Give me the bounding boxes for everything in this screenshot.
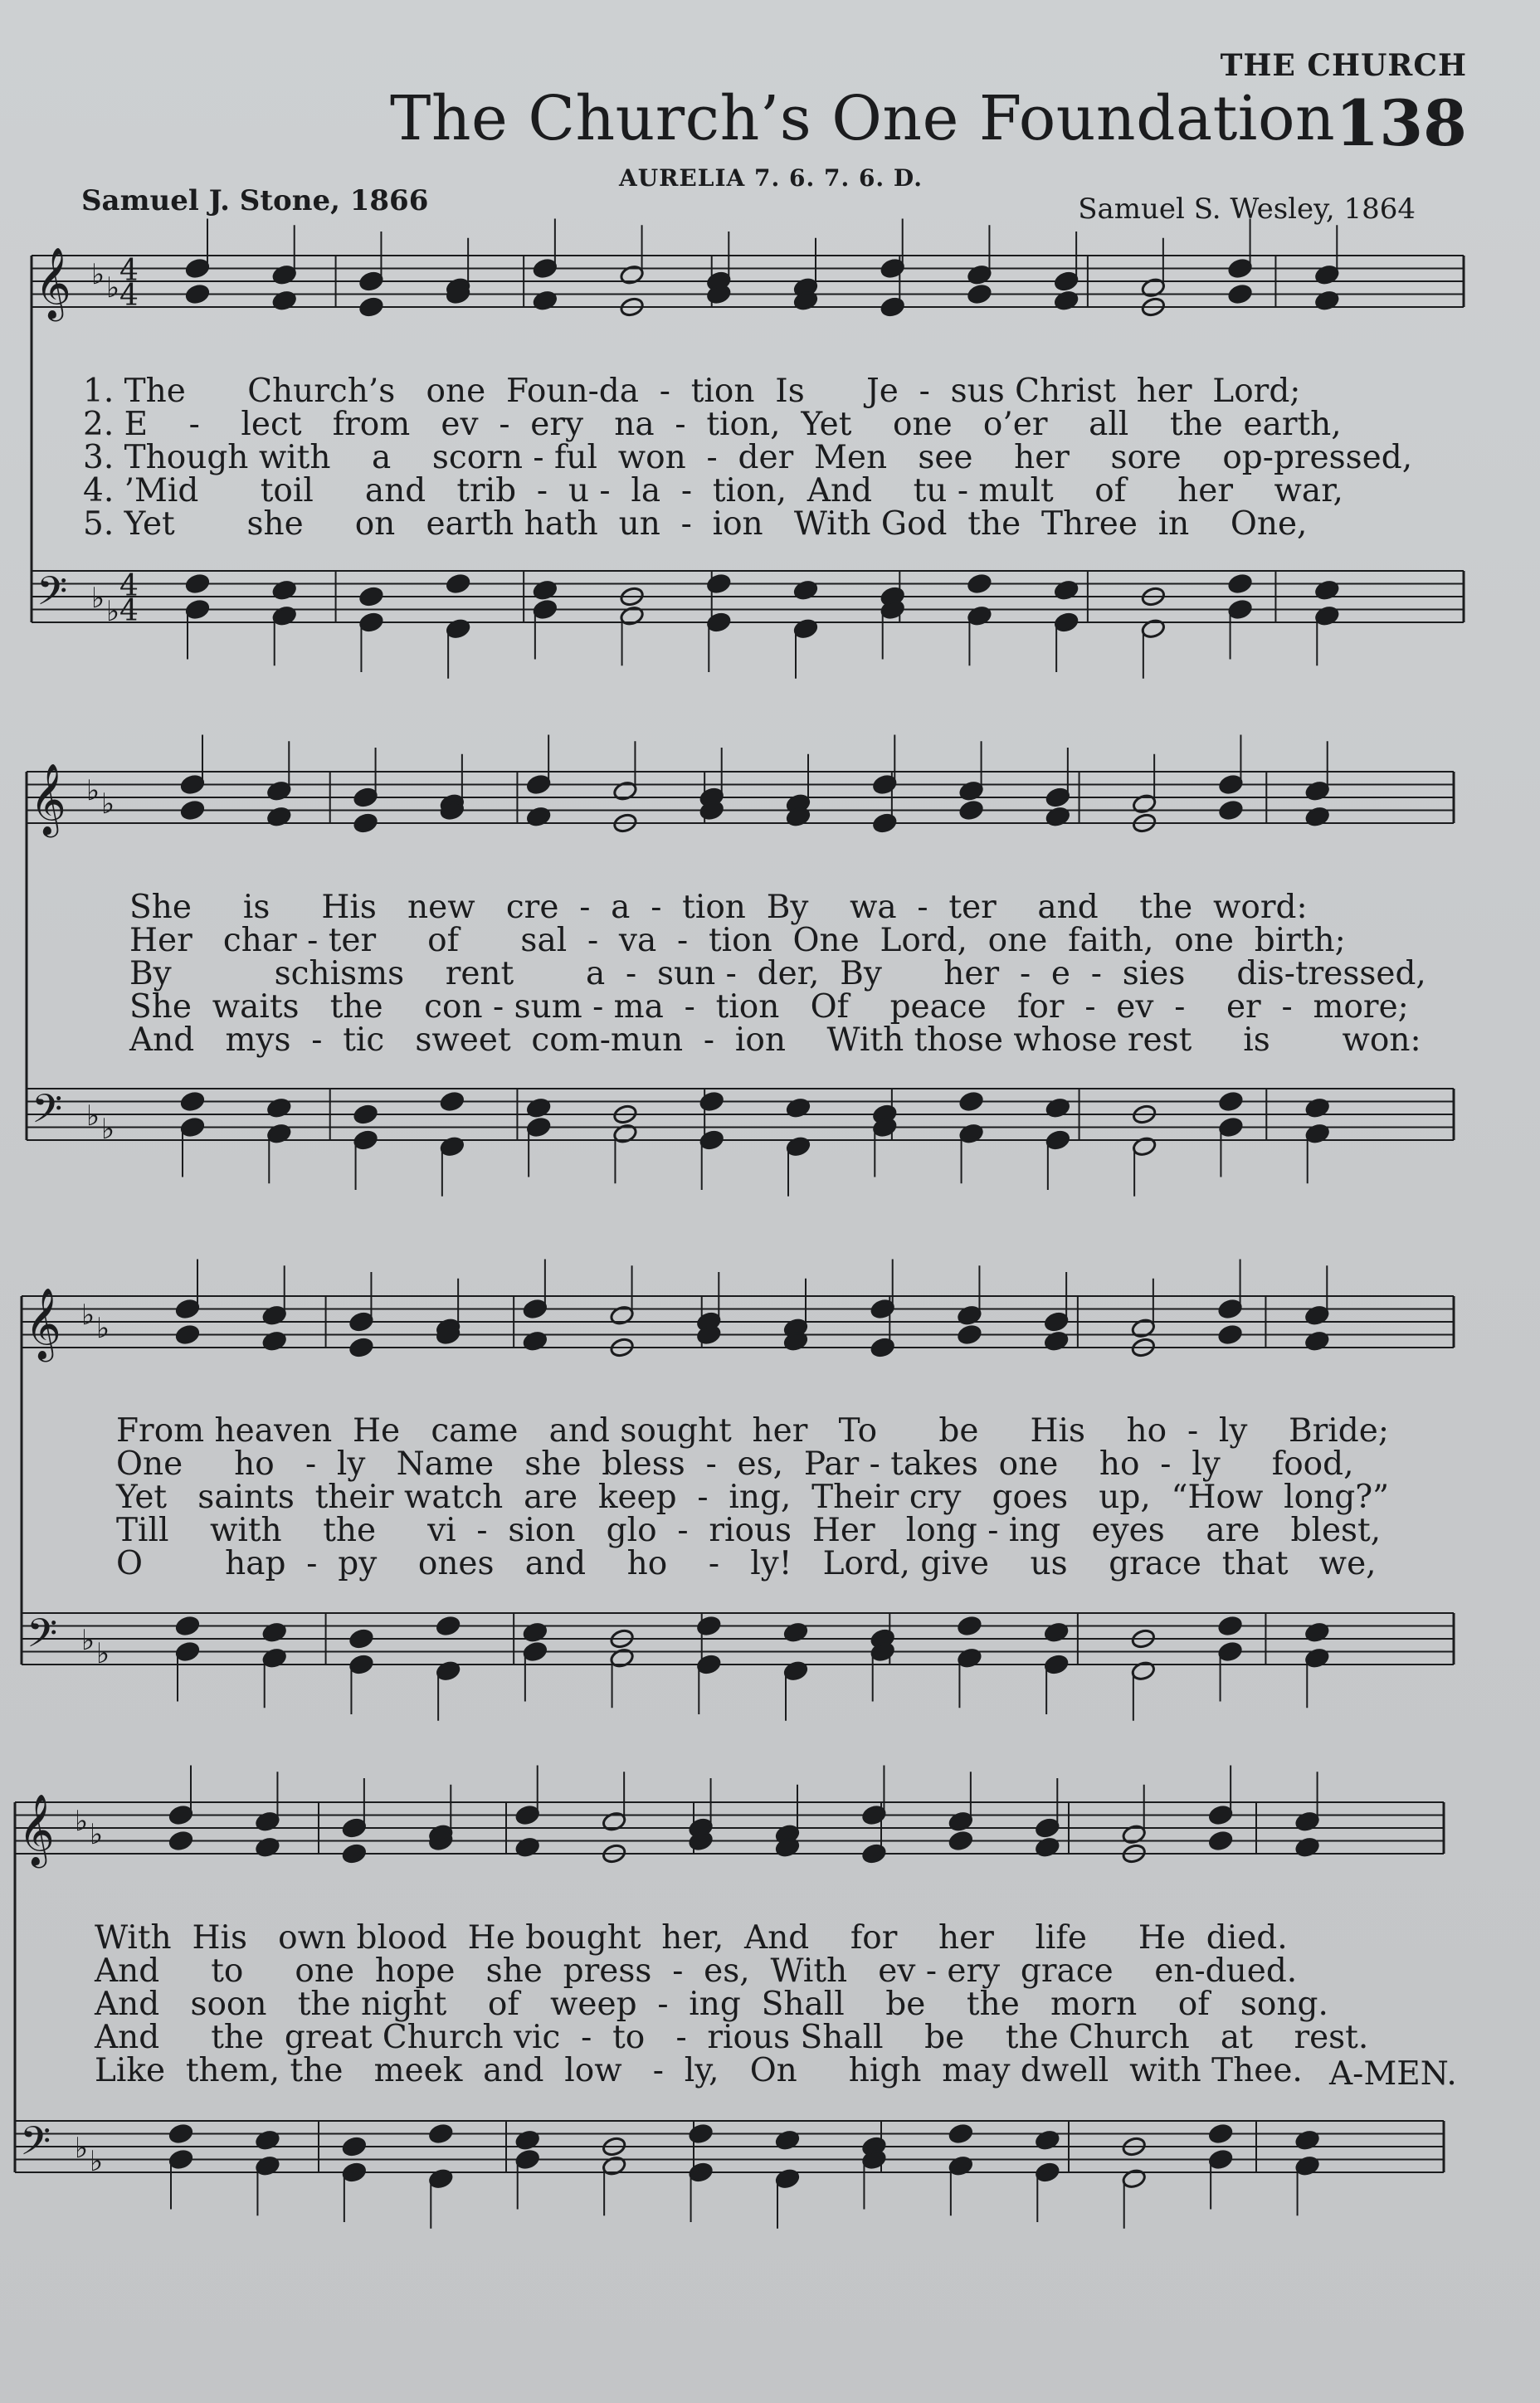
alto-note (342, 1843, 368, 1864)
verse-line (83, 408, 1540, 441)
flat-sign-icon: ♭ (86, 774, 100, 807)
author-credit: Samuel J. Stone, 1866 (81, 184, 429, 217)
verse-line (83, 441, 1540, 475)
soprano-note (612, 780, 638, 802)
lyric-verse-2: One ho - ly Name she bless - es, Par - takes one ho - ly food, (116, 1445, 1354, 1483)
soprano-note (533, 258, 558, 280)
lyric-verse-2: 2. E - lect from ev - ery na - tion, Yet one o’er all the earth, (83, 406, 1342, 443)
soprano-note (175, 1299, 201, 1320)
soprano-note (948, 1811, 974, 1832)
soprano-note (168, 1805, 194, 1826)
soprano-note (1131, 1318, 1157, 1339)
soprano-note (1294, 1811, 1320, 1832)
soprano-note (1218, 774, 1244, 796)
alto-note (514, 1836, 540, 1858)
tenor-note (786, 1097, 811, 1119)
lyric-verse-5: O hap - py ones and ho - ly! Lord, give us grace that we, (116, 1545, 1377, 1582)
alto-note (271, 290, 297, 311)
soprano-note (185, 258, 211, 280)
bass-note (1121, 2168, 1147, 2190)
lyric-verse-4: She waits the con - sum - ma - tion Of peace for - ev - er - more; (129, 988, 1409, 1026)
verse-line (116, 1545, 1540, 1582)
bass-note (706, 612, 732, 633)
bass-note (699, 1129, 724, 1151)
verse-line (83, 472, 1540, 509)
lyric-verse-3: Yet saints their watch are keep - ing, Their cry goes up, “How long?” (116, 1479, 1390, 1516)
alto-note (1054, 290, 1079, 311)
bass-note (358, 612, 384, 633)
alto-note (266, 806, 292, 827)
alto-note (185, 284, 211, 305)
flat-sign-icon: ♭ (91, 582, 105, 615)
soprano-note (255, 1811, 280, 1832)
amen: A-MEN. (1329, 2055, 1457, 2093)
tenor-note (793, 579, 819, 601)
bass-note (612, 1123, 638, 1144)
soprano-note (261, 1304, 287, 1326)
alto-note (1314, 290, 1340, 311)
tenor-note (261, 1621, 287, 1643)
flat-sign-icon: ♭ (86, 1099, 100, 1133)
soprano-note (1035, 1817, 1060, 1839)
bass-note (1208, 2149, 1234, 2171)
flat-sign-icon: ♭ (106, 271, 120, 305)
verse-line (83, 375, 1540, 408)
soprano-note (602, 1811, 627, 1832)
flat-sign-icon: ♭ (90, 2145, 104, 2178)
tenor-note (440, 1091, 465, 1113)
lyric-verse-2: And to one hope she press - es, With ev - ery grace en-dued. (95, 1952, 1298, 1990)
bass-note (948, 2155, 974, 2176)
bass-note (533, 599, 558, 621)
tenor-note (523, 1621, 548, 1643)
verse-line (116, 1481, 1540, 1514)
verse-line (95, 1988, 1540, 2021)
tenor-note (1227, 573, 1253, 595)
soprano-note (1054, 271, 1079, 292)
tenor-note (428, 2123, 454, 2145)
bass-note (514, 2149, 540, 2171)
alto-note (1045, 806, 1071, 827)
bass-note (1035, 2162, 1060, 2183)
alto-note (180, 800, 206, 821)
soprano-note (526, 774, 552, 796)
lyric-verse-4: 4. ’Mid toil and trib - u - la - tion, And tu - mult of her war, (83, 472, 1343, 509)
alto-note (1294, 1836, 1320, 1858)
soprano-note (1132, 793, 1157, 815)
tenor-note (175, 1616, 201, 1637)
alto-note (526, 806, 552, 827)
bass-note (1132, 1136, 1157, 1158)
verse-line (129, 1021, 1540, 1059)
time-signature-top: 4 (119, 569, 139, 603)
alto-note (358, 296, 384, 318)
treble-clef-icon: 𝄞 (18, 1794, 55, 1865)
bass-note (1304, 1647, 1330, 1669)
tenor-note (436, 1616, 461, 1637)
treble-clef-icon: 𝄞 (35, 247, 71, 319)
verse-line (95, 1952, 1540, 1990)
soprano-note (1217, 1299, 1243, 1320)
tenor-note (699, 1091, 724, 1113)
soprano-note (1208, 1805, 1234, 1826)
bass-note (696, 1654, 722, 1675)
tenor-note (967, 573, 992, 595)
tenor-note (957, 1616, 982, 1637)
soprano-note (266, 780, 292, 802)
bass-note (1294, 2155, 1320, 2176)
verse-line (129, 988, 1540, 1026)
hymn-number: 138 (1335, 86, 1467, 160)
tenor-note (1304, 1621, 1330, 1643)
time-signature-bottom: 4 (119, 594, 139, 628)
bass-note (1217, 1641, 1243, 1663)
tenor-note (514, 2129, 540, 2151)
flat-sign-icon: ♭ (101, 1113, 115, 1146)
alto-note (168, 1830, 194, 1852)
soprano-note (523, 1299, 548, 1320)
bass-note (266, 1123, 292, 1144)
bass-note (261, 1647, 287, 1669)
soprano-note (514, 1805, 540, 1826)
alto-note (872, 812, 898, 834)
soprano-note (348, 1311, 374, 1333)
verse-line (129, 955, 1540, 992)
bass-note (342, 2162, 368, 2183)
alto-note (255, 1836, 280, 1858)
soprano-note (353, 787, 378, 808)
tenor-note (271, 579, 297, 601)
tenor-note (533, 579, 558, 601)
soprano-note (1304, 1304, 1330, 1326)
alto-note (957, 1324, 982, 1346)
soprano-note (1141, 277, 1167, 299)
tenor-note (342, 2136, 368, 2157)
bass-note (957, 1647, 982, 1669)
hymn-title: The Church’s One Foundation (390, 83, 1336, 154)
verse-line (116, 1514, 1540, 1548)
verse-line (129, 924, 1540, 958)
bass-note (185, 599, 211, 621)
soprano-note (872, 774, 898, 796)
bass-note (436, 1660, 461, 1682)
tenor-note (688, 2123, 714, 2145)
lyric-verse-1: From heaven He came and sought her To be His ho - ly Bride; (116, 1412, 1389, 1450)
soprano-note (1227, 258, 1253, 280)
alto-note (523, 1330, 548, 1352)
alto-note (861, 1843, 887, 1864)
tenor-note (255, 2129, 280, 2151)
tenor-note (706, 573, 732, 595)
tenor-note (358, 586, 384, 607)
soprano-note (1314, 264, 1340, 285)
lyric-verse-1: 1. The Church’s one Foun-da - tion Is Je - sus Christ her Lord; (83, 373, 1301, 410)
tenor-note (446, 573, 471, 595)
alto-note (958, 800, 984, 821)
alto-note (1208, 1830, 1234, 1852)
bass-note (1141, 618, 1167, 640)
tenor-note (775, 2129, 801, 2151)
treble-clef-icon: 𝄞 (30, 763, 66, 835)
alto-note (1227, 284, 1253, 305)
bass-note (1218, 1117, 1244, 1138)
alto-note (261, 1330, 287, 1352)
lyric-verse-1: With His own blood He bought her, And for her life He died. (95, 1919, 1288, 1957)
bass-note (255, 2155, 280, 2176)
alto-note (348, 1337, 374, 1358)
bass-note (775, 2168, 801, 2190)
lyric-verse-4: And the great Church vic - to - rious Shall be the Church at rest. (95, 2019, 1369, 2056)
lyric-verse-5: 5. Yet she on earth hath un - ion With God the Three in One, (83, 505, 1308, 543)
flat-sign-icon: ♭ (101, 787, 115, 821)
alto-note (353, 812, 378, 834)
bass-note (602, 2155, 627, 2176)
bass-clef-icon: 𝄢 (27, 1610, 58, 1666)
bass-note (348, 1654, 374, 1675)
bass-note (793, 618, 819, 640)
soprano-note (1121, 1824, 1147, 1845)
tenor-note (1054, 579, 1079, 601)
tenor-note (1208, 2123, 1234, 2145)
bass-note (1045, 1129, 1071, 1151)
bass-note (353, 1129, 378, 1151)
verse-line (116, 1445, 1540, 1483)
bass-note (180, 1117, 206, 1138)
alto-note (1304, 806, 1330, 827)
tenor-note (1217, 1616, 1243, 1637)
alto-note (175, 1324, 201, 1346)
soprano-note (358, 271, 384, 292)
flat-sign-icon: ♭ (96, 1637, 110, 1670)
alto-note (533, 290, 558, 311)
flat-sign-icon: ♭ (81, 1299, 95, 1332)
tenor-note (526, 1097, 552, 1119)
lyric-verse-5: Like them, the meek and low - ly, On high may dwell with Thee. (95, 2052, 1303, 2089)
bass-note (967, 605, 992, 626)
bass-note (428, 2168, 454, 2190)
soprano-note (271, 264, 297, 285)
tenor-note (1045, 1097, 1071, 1119)
bass-note (609, 1647, 635, 1669)
bass-note (1227, 599, 1253, 621)
verse-line (83, 505, 1540, 543)
tenor-note (696, 1616, 722, 1637)
alto-note (880, 296, 905, 318)
bass-note (168, 2149, 194, 2171)
bass-clef-icon: 𝄢 (20, 2118, 51, 2174)
lyric-verse-4: Till with the vi - sion glo - rious Her long - ing eyes are blest, (116, 1512, 1382, 1549)
bass-note (619, 605, 645, 626)
tenor-note (948, 2123, 974, 2145)
bass-clef-icon: 𝄢 (32, 1085, 63, 1142)
lyrics-system-1 (0, 375, 1540, 541)
bass-note (446, 618, 471, 640)
soprano-note (958, 780, 984, 802)
bass-note (783, 1660, 809, 1682)
tenor-note (1035, 2129, 1060, 2151)
bass-note (1044, 1654, 1070, 1675)
soprano-note (1044, 1311, 1070, 1333)
tenor-note (958, 1091, 984, 1113)
bass-note (1054, 612, 1079, 633)
flat-sign-icon: ♭ (75, 2132, 89, 2165)
tenor-note (348, 1628, 374, 1650)
tenor-note (1294, 2129, 1320, 2151)
tenor-note (353, 1104, 378, 1125)
lyrics-system-2 (0, 891, 1540, 1057)
soprano-note (880, 258, 905, 280)
alto-note (948, 1830, 974, 1852)
flat-sign-icon: ♭ (91, 258, 105, 291)
flat-sign-icon: ♭ (90, 1818, 104, 1851)
bass-note (440, 1136, 465, 1158)
time-signature-bottom: 4 (119, 279, 139, 313)
alto-note (1218, 800, 1244, 821)
tune-name: AURELIA 7. 6. 7. 6. D. (619, 164, 923, 192)
tenor-note (1044, 1621, 1070, 1643)
lyrics-system-3 (0, 1412, 1540, 1582)
bass-note (526, 1117, 552, 1138)
tenor-note (266, 1097, 292, 1119)
lyric-verse-3: And soon the night of weep - ing Shall be the morn of song. (95, 1986, 1328, 2023)
soprano-note (619, 264, 645, 285)
verse-line (95, 1919, 1540, 1957)
alto-note (967, 284, 992, 305)
lyric-verse-5: And mys - tic sweet com-mun - ion With those whose rest is won: (129, 1021, 1421, 1059)
lyric-verse-2: Her char - ter of sal - va - tion One Lord, one faith, one birth; (129, 922, 1346, 959)
flat-sign-icon: ♭ (96, 1312, 110, 1345)
alto-note (1304, 1330, 1330, 1352)
soprano-note (342, 1817, 368, 1839)
soprano-note (870, 1299, 895, 1320)
alto-note (1217, 1324, 1243, 1346)
alto-note (1035, 1836, 1060, 1858)
flat-sign-icon: ♭ (81, 1624, 95, 1657)
alto-note (870, 1337, 895, 1358)
composer-credit: Samuel S. Wesley, 1864 (1078, 193, 1416, 226)
bass-note (786, 1136, 811, 1158)
soprano-note (957, 1304, 982, 1326)
bass-note (1304, 1123, 1330, 1144)
lyric-verse-3: By schisms rent a - sun - der, By her - e - sies dis-tressed, (129, 955, 1426, 992)
lyric-verse-1: She is His new cre - a - tion By wa - ter and the word: (129, 889, 1308, 926)
flat-sign-icon: ♭ (75, 1805, 89, 1838)
soprano-note (967, 264, 992, 285)
time-signature-top: 4 (119, 254, 139, 288)
bass-clef-icon: 𝄢 (37, 568, 68, 624)
soprano-note (180, 774, 206, 796)
verse-line (116, 1412, 1540, 1450)
tenor-note (168, 2123, 194, 2145)
verse-line (95, 2021, 1540, 2054)
bass-note (271, 605, 297, 626)
tenor-note (1304, 1097, 1330, 1119)
section-label: THE CHURCH (1220, 48, 1467, 83)
bass-note (958, 1123, 984, 1144)
bass-note (1131, 1660, 1157, 1682)
alto-note (1044, 1330, 1070, 1352)
tenor-note (185, 573, 211, 595)
bass-note (175, 1641, 201, 1663)
tenor-note (783, 1621, 809, 1643)
tenor-note (1218, 1091, 1244, 1113)
bass-note (1314, 605, 1340, 626)
bass-note (688, 2162, 714, 2183)
soprano-note (861, 1805, 887, 1826)
verse-line (129, 891, 1540, 924)
verse-line (95, 2052, 1540, 2093)
bass-note (523, 1641, 548, 1663)
soprano-note (609, 1304, 635, 1326)
tenor-note (180, 1091, 206, 1113)
soprano-note (1304, 780, 1330, 802)
flat-sign-icon: ♭ (106, 595, 120, 628)
treble-clef-icon: 𝄞 (25, 1288, 61, 1359)
lyrics-system-4 (0, 1919, 1540, 2093)
tenor-note (1314, 579, 1340, 601)
lyric-verse-3: 3. Though with a scorn - ful won - der Men see her sore op-pressed, (83, 439, 1413, 476)
soprano-note (1045, 787, 1071, 808)
